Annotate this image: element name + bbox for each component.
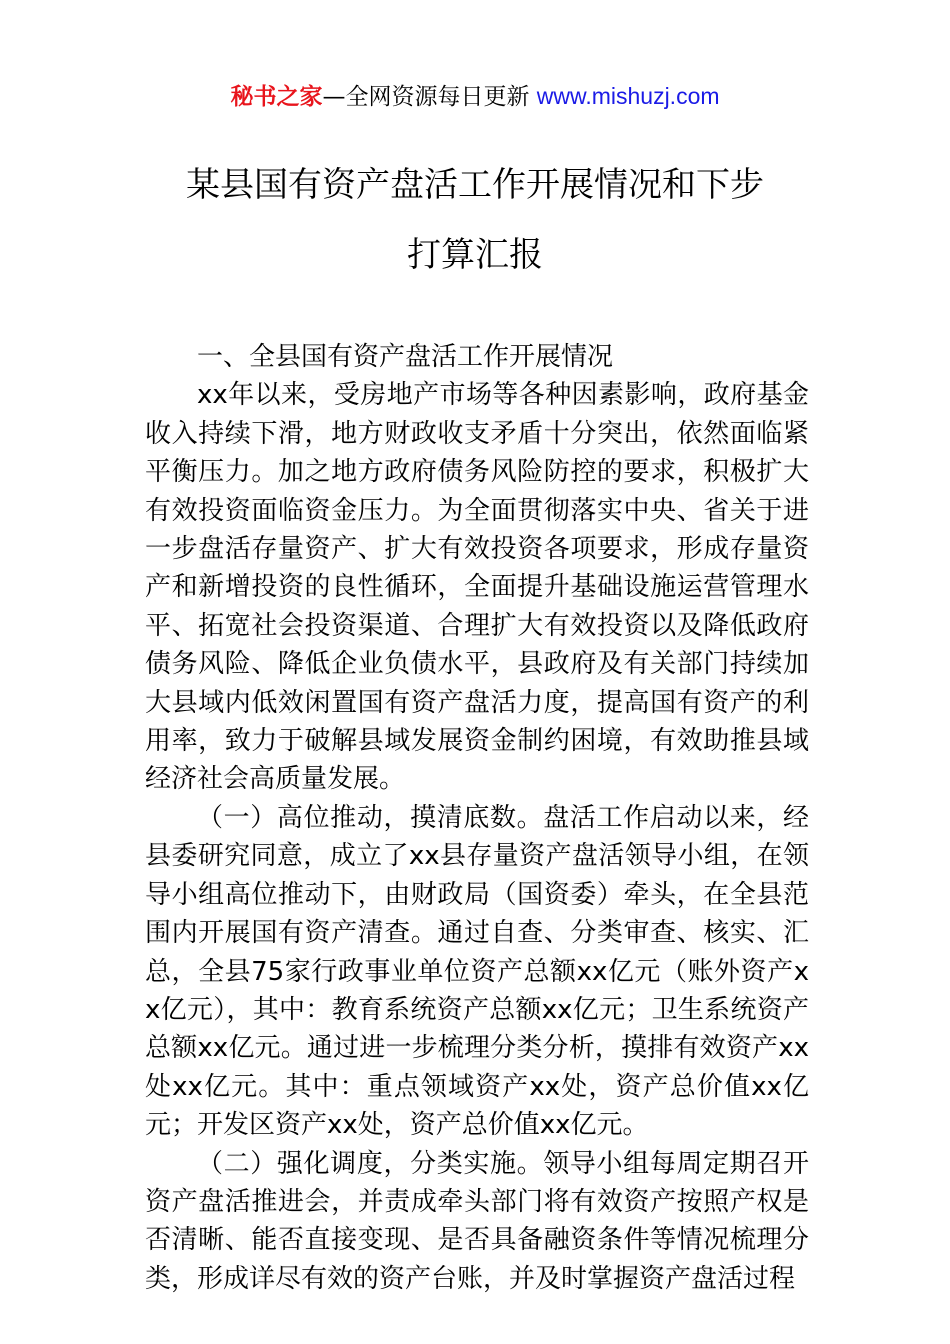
body-paragraph: xx年以来，受房地产市场等各种因素影响，政府基金收入持续下滑，地方财政收支矛盾十分突出，依然面临紧平衡压力。加之地方政府债务风险防控的要求，积极扩大有效投资面临资金压力。为全面贯彻落实中央、省关于进一步盘活存量资产、扩大有效投资各项要求，形成存量资产和新增投资的良性循环，全面提升基础设施运营管理水平、拓宽社会投资渠道、合理扩大有效投资以及降低政府债务风险、降低企业负债水平，县政府及有关部门持续加大县域内低效闲置国有资产盘活力度，提高国有资产的利用率，致力于破解县域发展资金制约困境，有效助推县域经济社会高质量发展。 bbox=[145, 380, 809, 795]
body-paragraph: （一）高位推动，摸清底数。盘活工作启动以来，经县委研究同意，成立了xx县存量资产盘活领导小组，在领导小组高位推动下，由财政局（国资委）牵头，在全县范围内开展国有资产清查。通过自查、分类审查、核实、汇总，全县75家行政事业单位资产总额xx亿元（账外资产xx亿元），其中：教育系统资产总额xx亿元；卫生系统资产总额xx亿元。通过进一步梳理分类分析，摸排有效资产xx处xx亿元。其中：重点领域资产xx处，资产总价值xx亿元；开发区资产xx处，资产总价值xx亿元。 bbox=[145, 802, 809, 1141]
document-body bbox=[145, 338, 809, 1298]
banner-tagline: —全网资源每日更新 bbox=[322, 84, 530, 110]
section-heading: 一、全县国有资产盘活工作开展情况 bbox=[197, 342, 614, 372]
brand-name: 秘书之家 bbox=[230, 84, 323, 110]
body-paragraph: （二）强化调度，分类实施。领导小组每周定期召开资产盘活推进会，并责成牵头部门将有效资产按照产权是否清晰、能否直接变现、是否具备融资条件等情况梳理分类，形成详尽有效的资产台账，并及时掌握资产盘活过程 bbox=[145, 1148, 809, 1294]
title-line-2: 打算汇报 bbox=[407, 235, 543, 275]
site-banner bbox=[0, 80, 950, 113]
title-line-1: 某县国有资产盘活工作开展情况和下步 bbox=[186, 165, 764, 205]
document-title bbox=[140, 150, 810, 290]
site-url-link[interactable]: www.mishuzj.com bbox=[536, 83, 720, 109]
